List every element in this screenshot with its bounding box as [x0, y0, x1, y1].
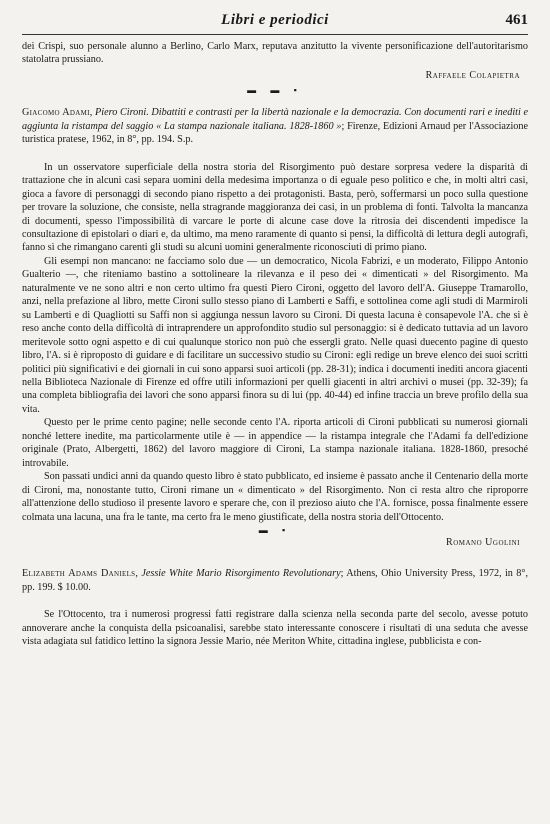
book-title: Jessie White Mario Risorgimento Revolutionary [141, 568, 341, 580]
running-head: Libri e periodici [221, 12, 329, 28]
review-paragraph: Son passati undici anni da quando questo libro è stato pubblicato, ed insieme è passato anche il Centenario della morte di Cironi, ma, nonostante tutto, Cironi rimane un « dimenticato » del Risorgimento. Non ci resta altro che riproporre all'attenzione dello studioso il presente lavoro e sperare che, con il prezioso aiuto che l'A. fornisce, possa finalmente essere colmata una lacuna, una fra le tante, ma certo fra le meno giustificate, della nostra storia dell'Ottocento. [22, 471, 528, 523]
section-separator: ▬ ▬ ▪ [247, 85, 303, 96]
bibliographic-entry: Giacomo Adami, Piero Cironi. Dibattiti e contrasti per la libertà nazionale e la democrazia. Con documenti rari e inediti e aggiunta la ristampa del saggio « La stampa nazionale italiana. 1828-1860 »; Firenze, Edizioni Arnaud per l'Associazione turistica pratese, 1962, in 8°, pp. 194. S.p. [22, 107, 529, 146]
publication-details: ; Firenze, Edizioni Arnaud per l'Associazione turistica pratese, 1962, in 8°, pp. 194. S.p. [22, 120, 528, 146]
reviewer-signature: Romano Ugolini [446, 536, 520, 548]
review-continuation: dei Crispi, suo personale alunno a Berlino, Carlo Marx, reputava anzitutto la vivente personificazione dell'autoritarismo statolatra prussiano. [22, 41, 528, 66]
page-header [22, 12, 528, 35]
page-number: 461 [505, 12, 528, 28]
book-author: Elizabeth Adams Daniels [22, 568, 136, 580]
review-paragraph: Questo per le prime cento pagine; nelle seconde cento l'A. riporta articoli di Cironi pubblicati su numerosi giornali nonché lettere inedite, ma particolarmente utile è — in appendice — la ristampa integrale che l'Adami fa dell'edizione originale (Prato, Albergetti, 1862) del lavoro maggiore di Cironi, La stampa nazionale italiana. 1828-1860, presoché introvabile. [22, 417, 528, 469]
section-separator: ▬ ▪ [258, 524, 292, 535]
publication-details: ; Athens, Ohio University Press, 1972, in 8°, pp. 199. $ 10.00. [22, 568, 528, 593]
review-paragraph: In un osservatore superficiale della nostra storia del Risorgimento può destare sorpresa vedere la disparità di trattazione che in alcuni casi separa uomini della medesima importanza o di eguale peso politico e che, in molti altri casi, gioca a favore di personaggi di secondo piano rispetto a dei protagonisti. Basta, però, soffermarsi un poco sulla questione per trovare la soluzione, che consiste, nella stragrande maggioranza dei casi, in un problema di fonti. Talvolta la mancanza di documenti, spesso l'impossibilità di varcare le porte di alcune case dove la ritrosia dei discendenti impedisce la consultazione di epistolari o diari e, da ultimo, ma meno raramente di quanto si pensi, la difficoltà di lettura degli autografi, fanno sì che rimangano carenti gli studi su alcuni uomini generalmente riconosciuti di primo piano. [22, 161, 528, 254]
book-author: Giacomo Adami [22, 107, 90, 119]
review-paragraph: Se l'Ottocento, tra i numerosi progressi fatti registrare dalla scienza nella seconda parte del secolo, avesse potuto annoverare anche la conquista della psicoanalisi, sarebbe stato interessante conoscere i risultati di una seduta che avesse vista adagiata sul fatidico lettino la signora Jessie Mario, née Meriton White, cittadina inglese, pubblicista e con- [22, 609, 528, 648]
book-title: Piero Cironi. Dibattiti e contrasti per la libertà nazionale e la democrazia. Con documenti rari e inediti e aggiunta la ristampa del saggio « La stampa nazionale italiana. 1828-1860 » [22, 107, 529, 132]
page-body [22, 40, 528, 649]
reviewer-signature: Raffaele Colapietra [425, 69, 520, 81]
bibliographic-entry: Elizabeth Adams Daniels, Jessie White Mario Risorgimento Revolutionary; Athens, Ohio University Press, 1972, in 8°, pp. 199. $ 10.00. [22, 568, 528, 593]
review-paragraph: Gli esempi non mancano: ne facciamo solo due — un democratico, Nicola Fabrizi, e un moderato, Filippo Antonio Gualterio —, che riteniamo bastino a sottolineare la rilevanza e il peso dei « dimenticati » del Risorgimento. Ma naturalmente ve ne sono altri e non certo ultimo fra questi Piero Cironi, oggetto del lavoro dell'A. Giuseppe Tramarollo, anzi, nella prefazione al libro, mette Cironi sullo stesso piano di Lamberti e Saffi, e sottolinea come agli studi di Marmiroli su Lamberti e di Quagliotti su Saffi non si aggiunga nessun lavoro su Cironi. Di questa lacuna è consapevole l'A. che si è reso anche conto della difficoltà di intraprendere un approfondito studio sul personaggio: si è dedicato tuttavia ad un lavoro meritevole sotto ogni aspetto e di cui qualunque storico non può che essergli grato. Nelle quasi duecento pagine di questo libro, l'A. si è riproposto di guidare e di facilitare un successivo studio su Cironi: egli redige un breve elenco dei suoi scritti politici più significativi e dei giornali in cui sono apparsi suoi articoli (pp. 28-31); indica i documenti inediti ancora giacenti nella Biblioteca Nazionale di Firenze ed offre utili informazioni per quelli giacenti in altri archivi o musei (pp. 32-39); fa una completa bibliografia dei lavori che sono apparsi finora su di lui (pp. 40-44) ed infine traccia un breve profilo della sua vita. [22, 255, 528, 415]
